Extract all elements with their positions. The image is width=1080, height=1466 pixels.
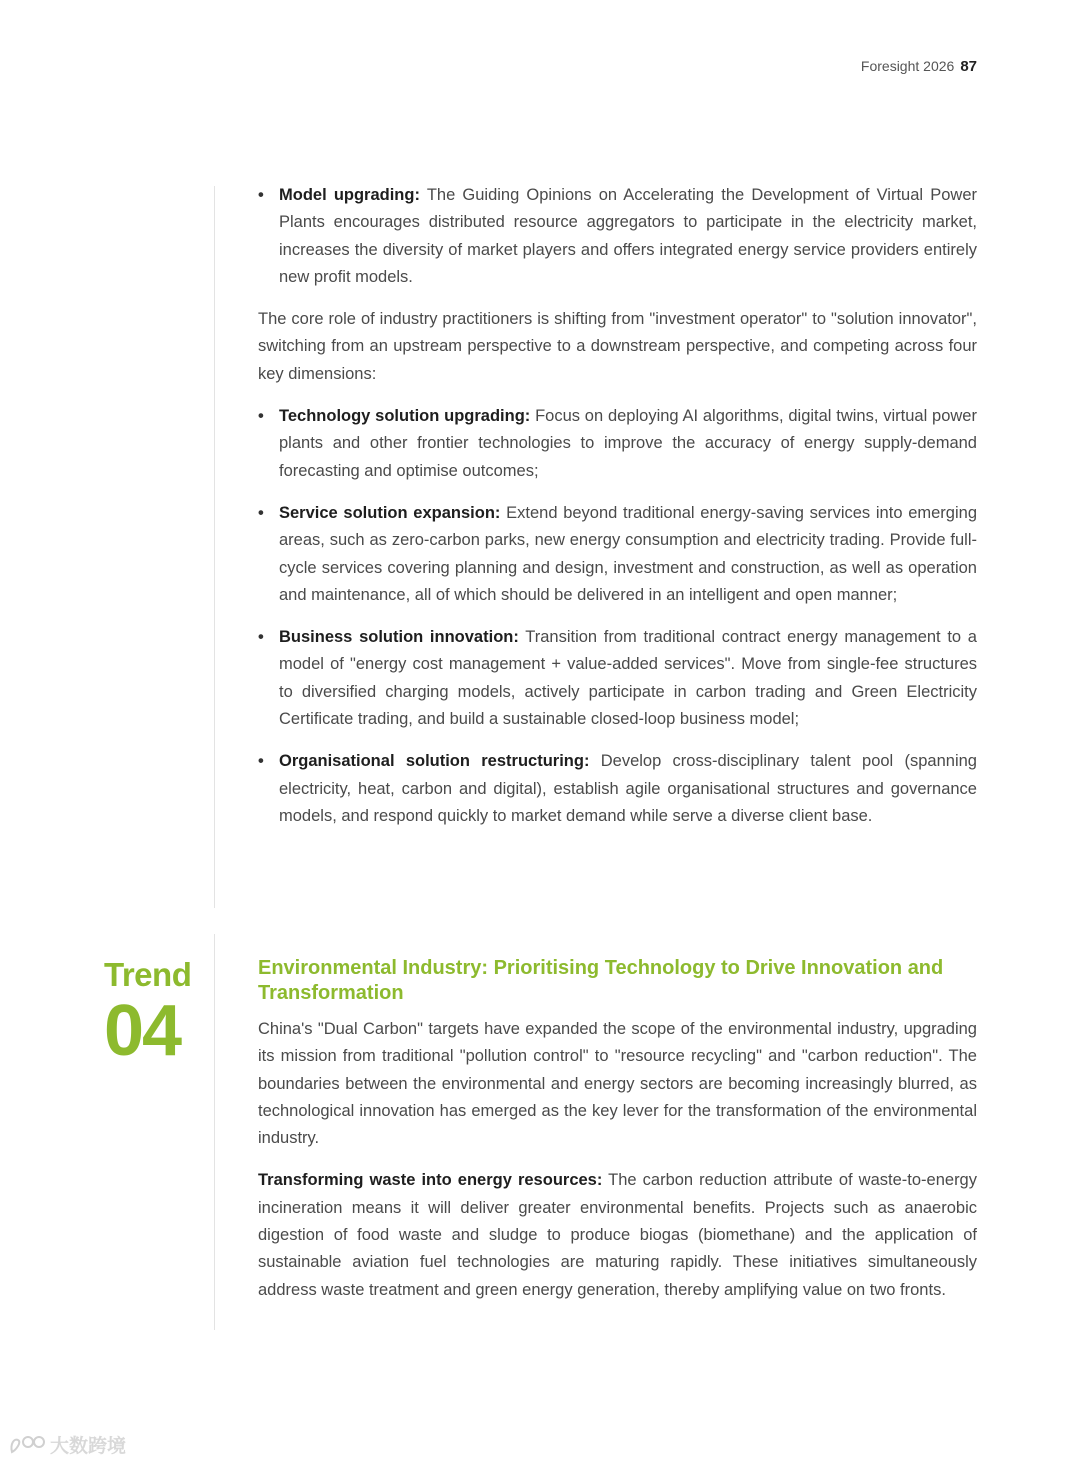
bullet-dot: • bbox=[258, 407, 264, 426]
bullet-text: Extend beyond traditional energy-saving services into emerging areas, such as zero-carbon parks, new energy consumption and electricity trading. Provide full-cycle services covering planning and design, investment and construction, as well as operation and maintenance, all of which should be delivered in an intelligent and open manner; bbox=[279, 503, 977, 604]
trend-section bbox=[258, 956, 977, 1304]
bullet-text: Develop cross-disciplinary talent pool (spanning electricity, heat, carbon and digital), establish agile organisational structures and governance models, and respond quickly to market demand while serve a diverse client base. bbox=[279, 752, 977, 825]
bullet-bold: Organisational solution restructuring: bbox=[279, 752, 590, 771]
trend-heading: Environmental Industry: Prioritising Technology to Drive Innovation and Transformation bbox=[258, 957, 944, 1004]
divider-line-bottom bbox=[214, 934, 215, 1330]
bullet-dot: • bbox=[258, 628, 264, 647]
bullet-model-upgrading bbox=[258, 182, 977, 291]
bullet-business bbox=[258, 624, 977, 733]
watermark-logo-icon bbox=[8, 1434, 46, 1456]
bullet-text: The Guiding Opinions on Accelerating the Development of Virtual Power Plants encourages distributed resource aggregators to participate in the electricity market, increases the diversity of market players and offers integrated energy service providers entirely new profit models. bbox=[279, 186, 977, 286]
publication-title: Foresight 2026 bbox=[860, 58, 955, 74]
bullet-text: Transition from traditional contract energy management to a model of "energy cost management + value-added services". Move from single-fee structures to diversified charging models, actively participate in carbon trading and Green Electricity Certificate trading, and build a sustainable closed-loop business model; bbox=[279, 628, 977, 729]
core-role-paragraph: The core role of industry practitioners is shifting from "investment operator" to "solution innovator", switching from an upstream perspective to a downstream perspective, and competing across four key dimensions: bbox=[258, 310, 977, 383]
watermark bbox=[8, 1431, 126, 1458]
divider-line-top bbox=[214, 186, 215, 908]
bullet-bold: Model upgrading: bbox=[279, 186, 420, 204]
trend-label: Trend bbox=[104, 956, 192, 993]
bullet-bold: Service solution expansion: bbox=[279, 503, 501, 522]
waste-paragraph bbox=[258, 1167, 977, 1303]
trend-marker bbox=[104, 955, 192, 1071]
bullet-dot: • bbox=[258, 752, 264, 771]
trend-intro-paragraph: China's "Dual Carbon" targets have expanded the scope of the environmental industry, upgrading its mission from traditional "pollution control" to "resource recycling" and "carbon reduction". The boundaries between the environmental and energy sectors are becoming increasingly blurred, as technological innovation has emerged as the key lever for the transformation of the environmental industry. bbox=[258, 1020, 977, 1148]
watermark-text: 大数跨境 bbox=[50, 1436, 127, 1457]
bullet-organisational bbox=[258, 748, 977, 830]
dimensions-list bbox=[258, 403, 977, 830]
page-number: 87 bbox=[960, 58, 977, 75]
waste-text: The carbon reduction attribute of waste-to-energy incineration means it will deliver greater environmental benefits. Projects such as anaerobic digestion of food waste and sludge to produce biogas (biomethane) and the application of sustainable aviation fuel technologies are maturing rapidly. These initiatives simultaneously address waste treatment and green energy generation, thereby amplifying value on two fronts. bbox=[258, 1171, 977, 1299]
bullet-text: Focus on deploying AI algorithms, digital twins, virtual power plants and other frontier technologies to improve the accuracy of energy supply-demand forecasting and optimise outcomes; bbox=[279, 407, 977, 480]
bullet-bold: Business solution innovation: bbox=[279, 628, 519, 647]
bullet-dot: • bbox=[258, 186, 264, 204]
bullet-dot: • bbox=[258, 503, 264, 522]
top-section bbox=[258, 182, 977, 830]
page-header bbox=[861, 58, 977, 75]
bullet-technology bbox=[258, 403, 977, 485]
waste-bold: Transforming waste into energy resources: bbox=[258, 1171, 603, 1190]
bullet-service bbox=[258, 500, 977, 609]
bullet-list-model bbox=[258, 182, 977, 291]
trend-number: 04 bbox=[104, 991, 181, 1071]
bullet-bold: Technology solution upgrading: bbox=[279, 407, 531, 426]
